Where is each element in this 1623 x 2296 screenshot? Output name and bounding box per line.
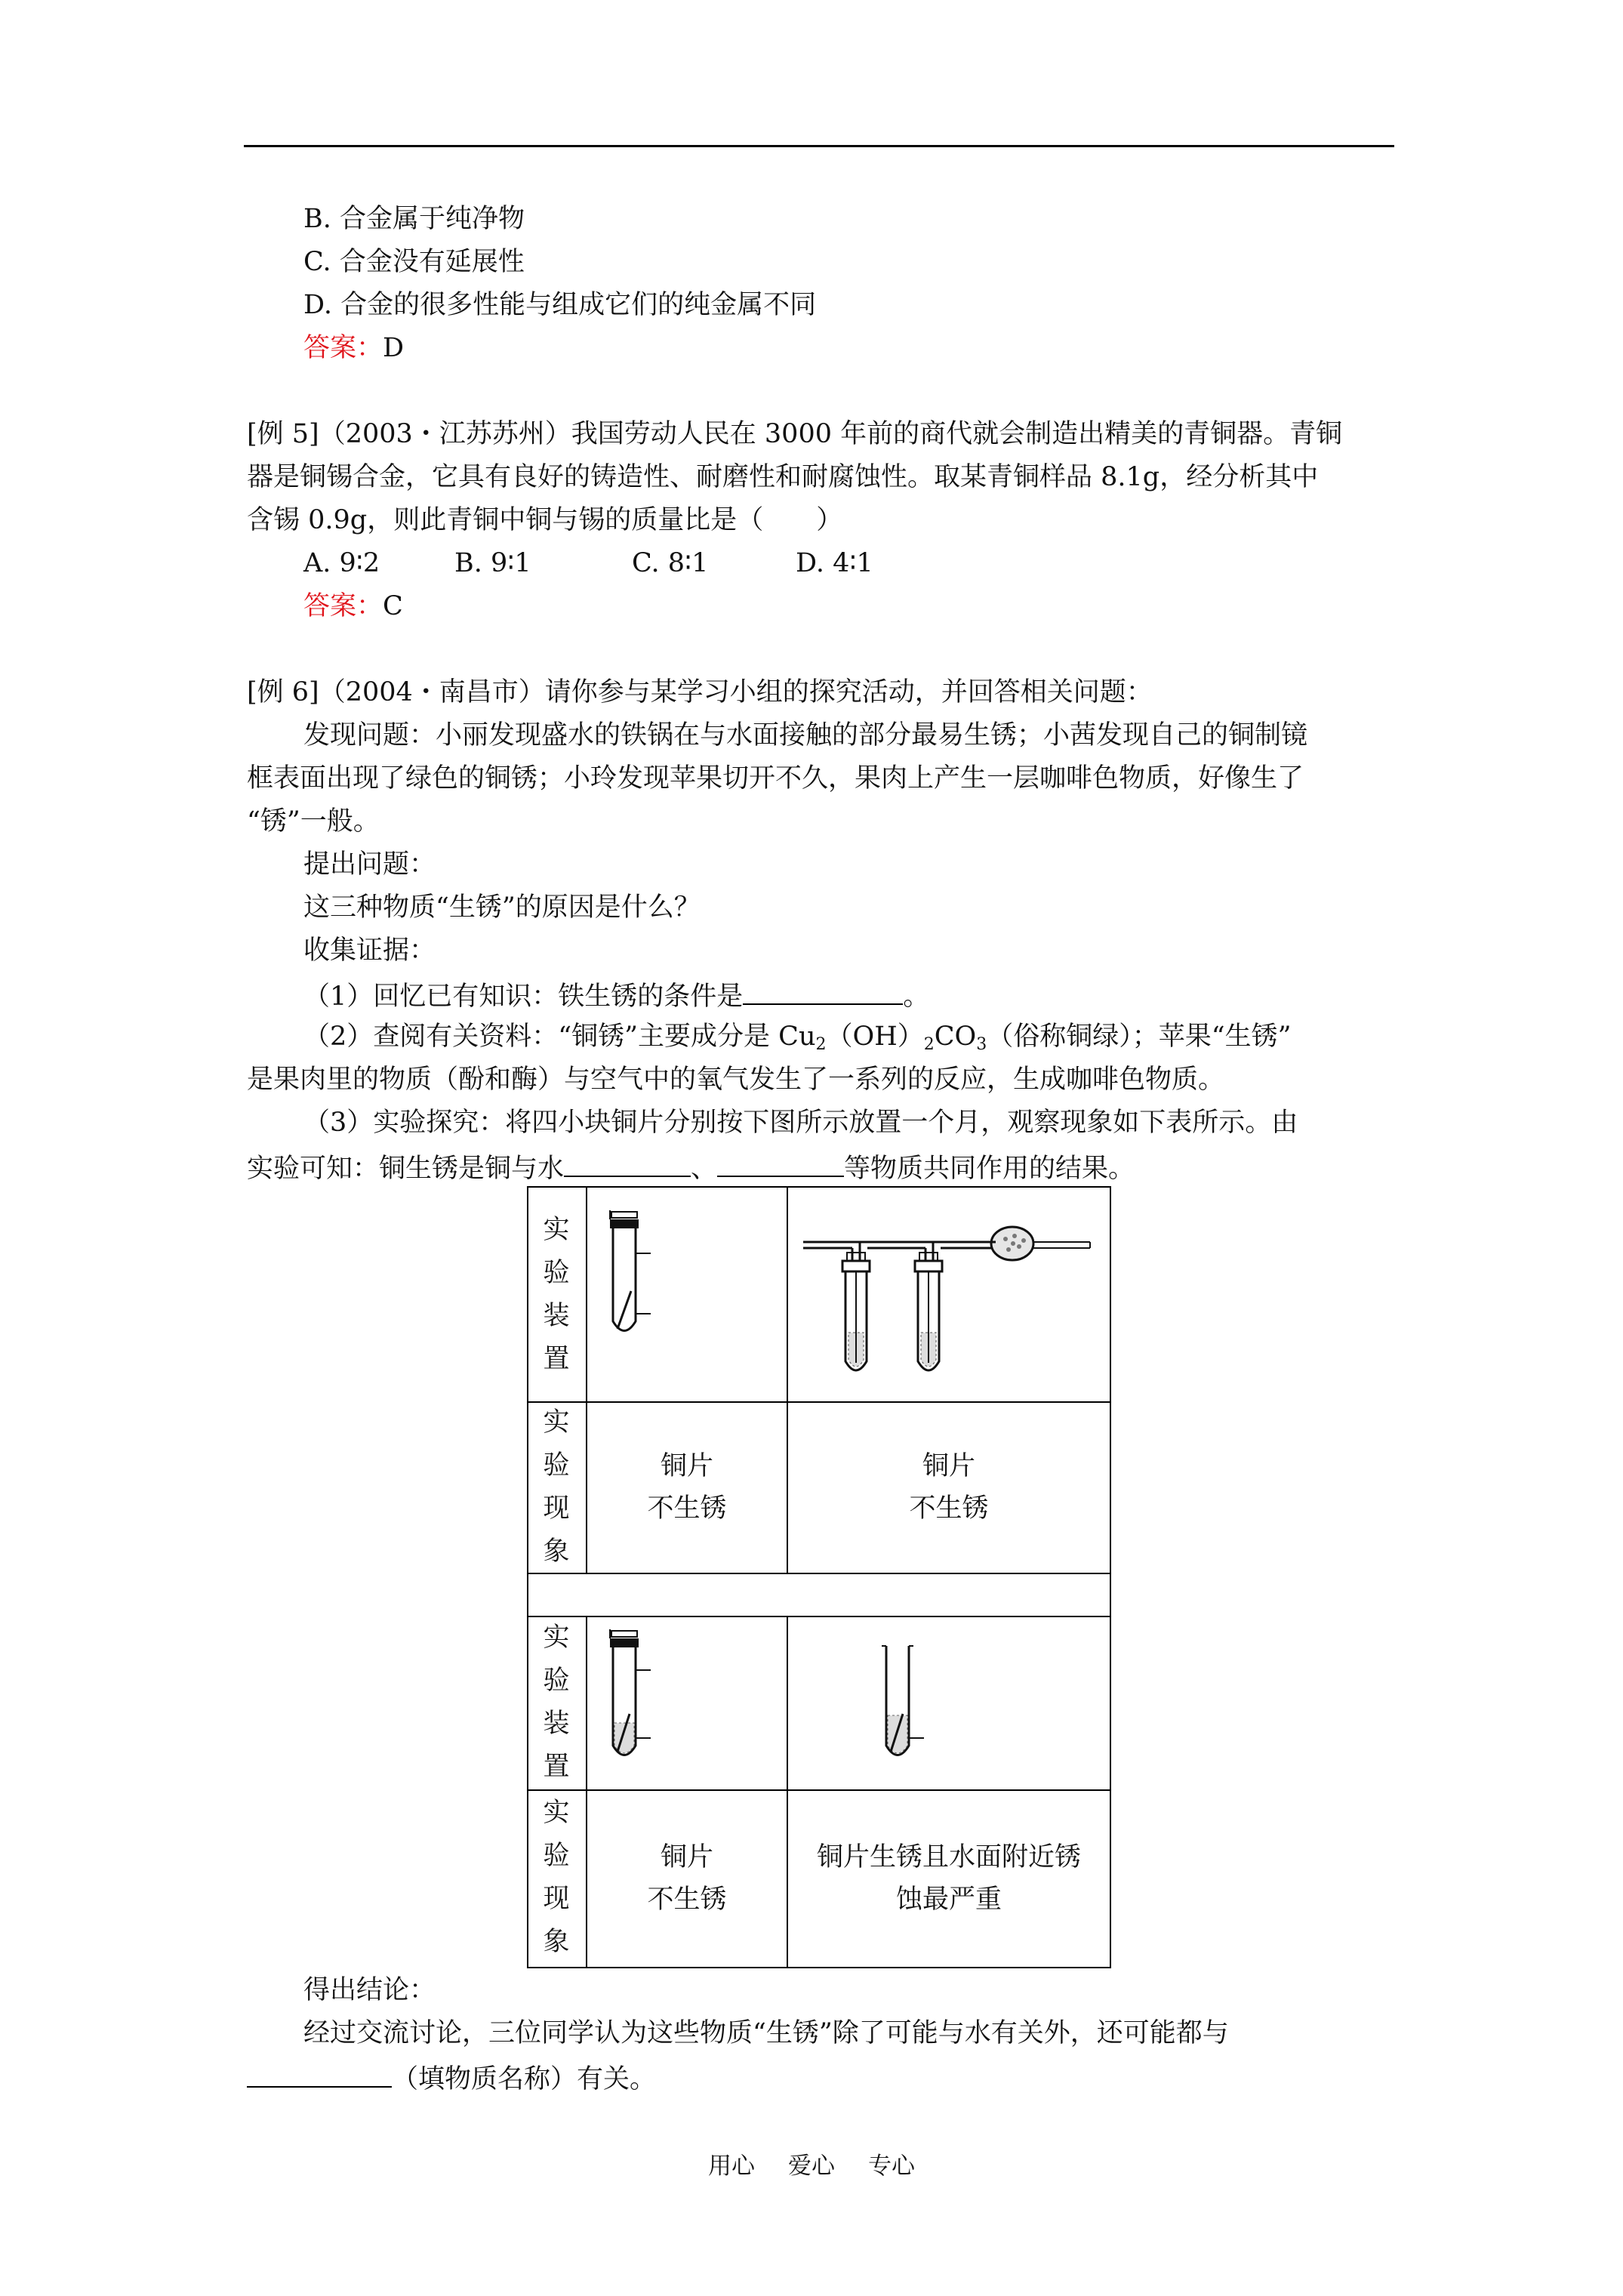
- step2-text-a: （2）查阅有关资料：“铜锈”主要成分是 Cu: [303, 1022, 816, 1052]
- option-c: C. 合金没有延展性: [303, 247, 525, 277]
- result-line: 不生锈: [647, 1885, 727, 1915]
- apparatus-open-water-icon: [788, 1617, 1110, 1788]
- ex5-line-1: [例 5]（2003・江苏苏州）我国劳动人民在 3000 年前的商代就会制造出精美的青铜器。青铜: [247, 419, 1343, 449]
- footer-word: 爱心: [788, 2153, 835, 2180]
- answer-blank-2[interactable]: [564, 1153, 691, 1177]
- apparatus-sealed-water-icon: [587, 1617, 785, 1788]
- result-line: 铜片: [922, 1451, 975, 1481]
- ex6-step3-line1: （3）实验探究：将四小块铜片分别按下图所示放置一个月，观察现象如下表所示。由: [303, 1108, 1298, 1138]
- answer-blank-4[interactable]: [247, 2063, 392, 2088]
- ex6-question: 这三种物质“生锈”的原因是什么？: [303, 892, 701, 923]
- row-label-result-2: [528, 1792, 584, 1964]
- apparatus-sealed-dry-icon: [587, 1189, 785, 1400]
- option-b: B. 合金属于纯净物: [303, 204, 525, 234]
- step3-sep: 、: [691, 1154, 718, 1184]
- table-rule: [528, 1789, 1110, 1791]
- result-line: 铜片: [660, 1451, 713, 1481]
- step2-text-c: CO: [934, 1022, 977, 1052]
- ex5-option-a: A. 9∶2: [303, 548, 380, 578]
- label-char: 验: [543, 1258, 570, 1288]
- ex6-step1: [303, 981, 929, 1010]
- ex5-option-d: D. 4∶1: [796, 548, 873, 578]
- ex5-option-c: C. 8∶1: [632, 548, 709, 578]
- label-char: 象: [543, 1927, 570, 1957]
- experiment-table: [527, 1186, 1111, 1968]
- apparatus-connected-tubes-icon: [788, 1189, 1110, 1400]
- result-line: 铜片生锈且水面附近锈: [816, 1842, 1081, 1872]
- answer-value: D: [383, 333, 405, 363]
- label-char: 现: [543, 1493, 570, 1524]
- ex5-line-3: 含锡 0.9g，则此青铜中铜与锡的质量比是（ ）: [247, 505, 843, 535]
- label-char: 实: [543, 1798, 570, 1828]
- table-rule: [528, 1401, 1110, 1403]
- label-char: 置: [543, 1752, 570, 1782]
- ex6-intro: [例 6]（2004・南昌市）请你参与某学习小组的探究活动，并回答相关问题：: [247, 677, 1153, 707]
- step3-text-a: 实验可知：铜生锈是铜与水: [247, 1154, 565, 1184]
- result-line: 蚀最严重: [895, 1885, 1002, 1915]
- ex6-conclude: 得出结论：: [303, 1975, 436, 2005]
- answer-blank-3[interactable]: [717, 1153, 844, 1177]
- result-line: 不生锈: [647, 1493, 727, 1524]
- answer-label: 答案：: [303, 333, 383, 363]
- ex6-discuss-2: [247, 2063, 656, 2093]
- result-cell-1: [587, 1445, 787, 1530]
- footer-word: 用心: [708, 2153, 755, 2180]
- label-char: 实: [543, 1623, 570, 1653]
- ex6-raise: 提出问题：: [303, 849, 436, 880]
- ex6-step3-line2: [247, 1153, 1135, 1182]
- ex6-discover-3: “锈”一般。: [247, 806, 380, 837]
- step1-text: （1）回忆已有知识：铁生锈的条件是: [303, 982, 744, 1012]
- ex6-step2: [303, 1022, 1292, 1054]
- discuss-tail: （填物质名称）有关。: [392, 2064, 657, 2094]
- result-cell-3: [587, 1836, 787, 1921]
- answer-blank-1[interactable]: [743, 981, 903, 1005]
- ex6-discover-2: 框表面出现了绿色的铜锈；小玲发现苹果切开不久，果肉上产生一层咖啡色物质，好像生了: [247, 763, 1304, 794]
- step2-sub-3: 3: [976, 1035, 987, 1054]
- label-char: 实: [543, 1215, 570, 1245]
- page-footer: [0, 2147, 1623, 2180]
- ex6-discover-1: 发现问题：小丽发现盛水的铁锅在与水面接触的部分最易生锈；小茜发现自己的铜制镜: [303, 720, 1308, 750]
- ex5-option-b: B. 9∶1: [454, 548, 531, 578]
- answer-ex5: [303, 593, 403, 620]
- label-char: 验: [543, 1666, 570, 1696]
- ex6-step2-line2: 是果肉里的物质（酚和酶）与空气中的氧气发生了一系列的反应，生成咖啡色物质。: [247, 1065, 1225, 1095]
- label-char: 装: [543, 1709, 570, 1739]
- header-rule: [244, 145, 1394, 147]
- step2-sub-2: 2: [923, 1035, 935, 1054]
- step3-text-c: 等物质共同作用的结果。: [844, 1154, 1135, 1184]
- label-char: 象: [543, 1536, 570, 1567]
- step2-sub-1: 2: [815, 1035, 827, 1054]
- ex5-line-2: 器是铜锡合金，它具有良好的铸造性、耐磨性和耐腐蚀性。取某青铜样品 8.1g，经分析其中: [247, 462, 1319, 492]
- row-label-device-1: [528, 1209, 584, 1381]
- row-label-result-1: [528, 1401, 584, 1573]
- label-char: 实: [543, 1407, 570, 1438]
- result-line: 不生锈: [909, 1493, 989, 1524]
- result-line: 铜片: [660, 1842, 713, 1872]
- result-cell-2: [788, 1445, 1110, 1530]
- table-rule: [528, 1573, 1110, 1574]
- ex6-discuss-1: 经过交流讨论，三位同学认为这些物质“生锈”除了可能与水有关外，还可能都与: [303, 2018, 1229, 2048]
- answer-value: C: [383, 591, 403, 621]
- option-d: D. 合金的很多性能与组成它们的纯金属不同: [303, 290, 817, 320]
- label-char: 现: [543, 1884, 570, 1914]
- label-char: 验: [543, 1841, 570, 1871]
- answer-q4: [303, 335, 404, 362]
- label-char: 置: [543, 1344, 570, 1374]
- ex6-collect: 收集证据：: [303, 935, 436, 966]
- label-char: 验: [543, 1450, 570, 1481]
- step1-end: 。: [903, 982, 930, 1012]
- row-label-device-2: [528, 1616, 584, 1789]
- result-cell-4: [788, 1836, 1110, 1921]
- label-char: 装: [543, 1301, 570, 1331]
- footer-word: 专心: [868, 2153, 915, 2180]
- step2-text-b: （OH）: [826, 1022, 924, 1052]
- step2-text-d: （俗称铜绿）；苹果“生锈”: [987, 1022, 1292, 1052]
- answer-label: 答案：: [303, 591, 383, 621]
